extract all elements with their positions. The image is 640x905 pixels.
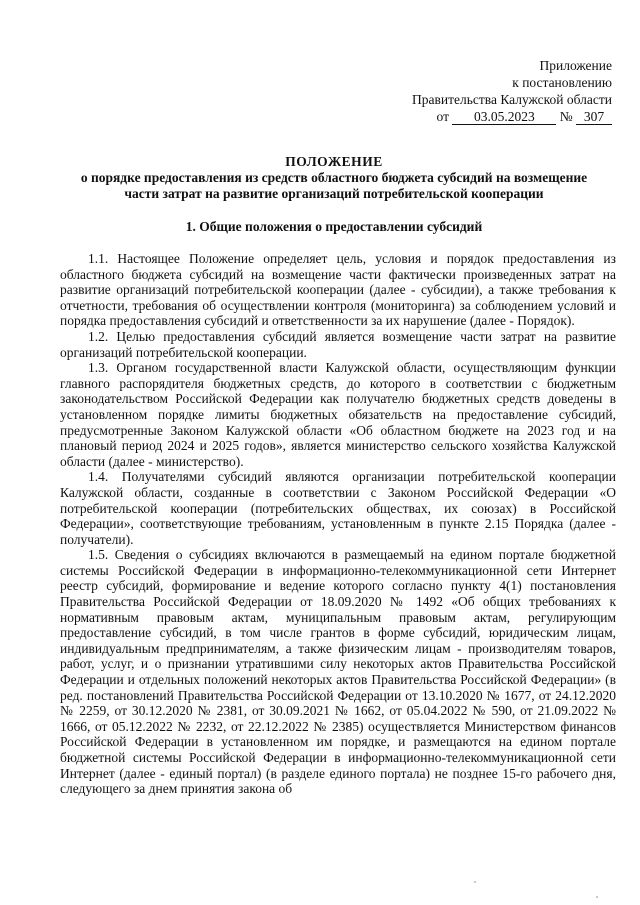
paragraph-1-5: 1.5. Сведения о субсидиях включаются в размещаемый на едином портале бюджетной системы Российской Федерации в информационно-телекоммуникационной сети Интернет реестр субсидий, формирование и ведение которого согласно пункту 4(1) постановления Правительства Российской Федерации от 18.09.2020 № 1492 «Об общих требованиях к нормативным правовым актам, муниципальным правовым актам, регулирующим предоставление субсидий, в том числе грантов в форме субсидий, юридическим лицам, индивидуальным предпринимателям, а также физическим лицам - производителям товаров, работ, услуг, и о признании утратившими силу некоторых актов Правительства Российской Федерации и отдельных положений некоторых актов Правительства Российской Федерации» (в ред. постановлений Правительства Российской Федерации от 13.10.2020 № 1677, от 24.12.2020 № 2259, от 30.12.2020 № 2381, от 30.09.2021 № 1662, от 05.04.2022 № 590, от 21.09.2022 № 1666, от 05.12.2022 № 2232, от 22.12.2022 № 2385) осуществляется Министерством финансов Российской Федерации в установленном им порядке, и размещаются на едином портале бюджетной системы Российской Федерации в информационно-телекоммуникационной сети Интернет (далее - единый портал) (в разделе единого портала) не позднее 15-го рабочего дня, следующего за днем принятия закона об	[60, 547, 616, 797]
appendix-block	[412, 57, 612, 125]
section-1-heading: 1. Общие положения о предоставлении субсидий	[185, 219, 483, 234]
document-body	[60, 251, 616, 797]
scan-speck	[474, 881, 476, 883]
appendix-line-1: Приложение	[539, 58, 612, 73]
appendix-line-2: к постановлению	[512, 75, 612, 90]
paragraph-1-3: 1.3. Органом государственной власти Калужской области, осуществляющим функции главного распорядителя бюджетных средств, до которого в соответствии с бюджетным законодательством Российской Федерации как получателю бюджетных средств доведены в установленном порядке лимиты бюджетных обязательств на предоставление субсидий, предусмотренные Законом Калужской области «Об областном бюджете на 2023 год и на плановый период 2024 и 2025 годов», является министерство сельского хозяйства Калужской области (далее - министерство).	[60, 360, 616, 469]
decree-number: 307	[576, 110, 612, 125]
decree-date: 03.05.2023	[452, 110, 556, 125]
title-line-3: части затрат на развитие организаций потребительской кооперации	[124, 186, 544, 201]
document-title	[40, 154, 628, 202]
number-label: №	[559, 109, 573, 124]
appendix-date-line	[412, 108, 612, 125]
from-label: от	[436, 109, 449, 124]
title-line-2: о порядке предоставления из средств областного бюджета субсидий на возмещение	[80, 170, 588, 185]
paragraph-1-1: 1.1. Настоящее Положение определяет цель, условия и порядок предоставления из областного бюджета субсидий на возмещение части фактически произведенных затрат на развитие организаций потребительской кооперации (далее - субсидии), а также требования к отчетности, требования об осуществлении контроля (мониторинга) за соблюдением условий и порядка предоставления субсидий и ответственности за их нарушение (далее - Порядок).	[60, 251, 616, 329]
paragraph-1-2: 1.2. Целью предоставления субсидий является возмещение части затрат на развитие организаций потребительской кооперации.	[60, 328, 616, 360]
appendix-line-3: Правительства Калужской области	[411, 92, 612, 107]
scan-speck	[596, 896, 598, 898]
paragraph-1-4: 1.4. Получателями субсидий являются организации потребительской кооперации Калужской области, созданные в соответствии с Законом Российской Федерации «О потребительской кооперации (потребительских обществах, их союзах) в Российской Федерации», соответствующие требованиям, установленным в пункте 2.15 Порядка (далее - получатели).	[60, 469, 616, 547]
title-main: ПОЛОЖЕНИЕ	[285, 154, 383, 169]
